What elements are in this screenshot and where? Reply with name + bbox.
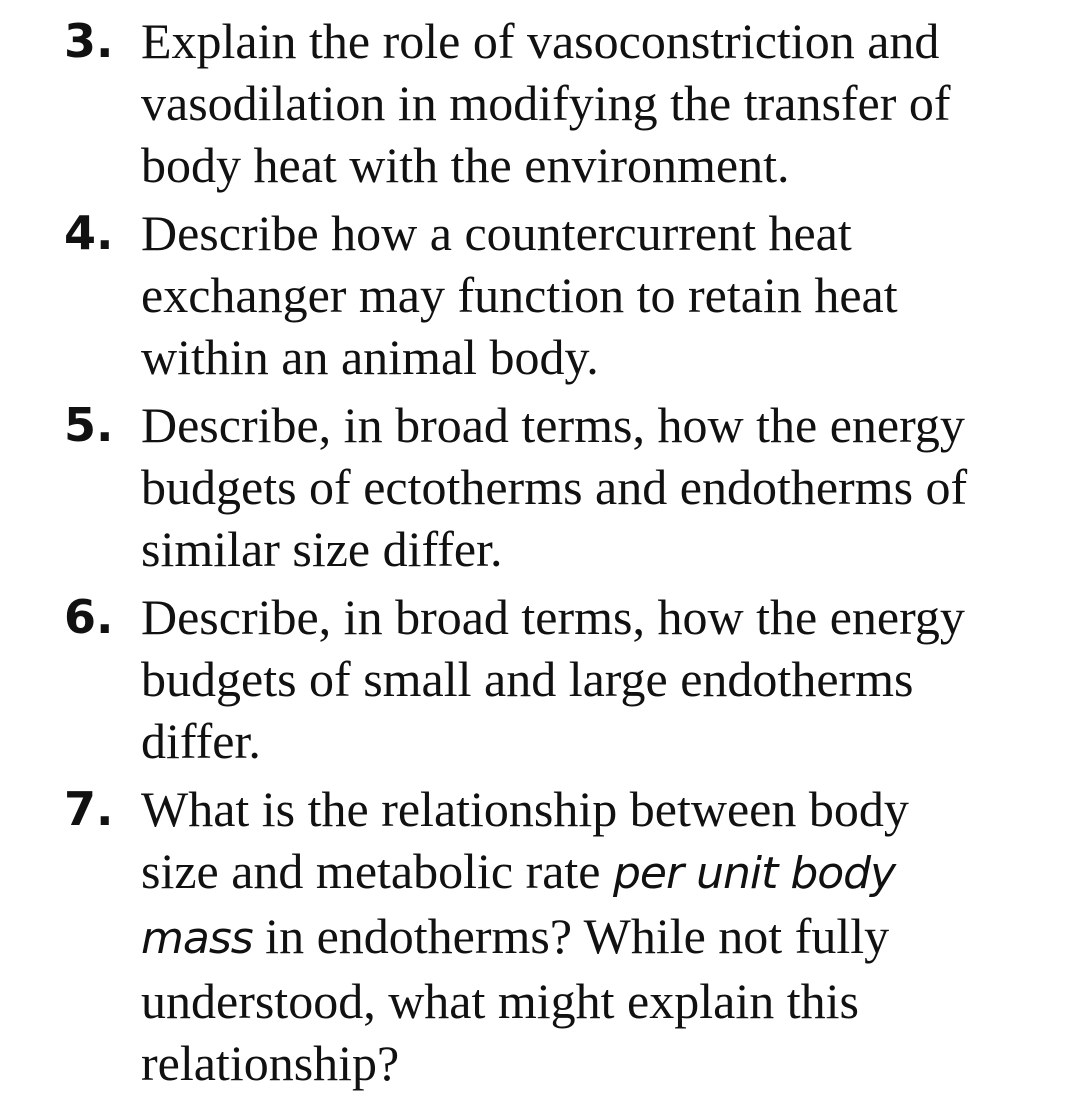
question-line: relationship? <box>141 1035 400 1091</box>
question-number: 4. <box>64 206 114 260</box>
question-line: body heat with the environment. <box>141 137 790 193</box>
question-line: Describe, in broad terms, how the energy <box>141 397 965 453</box>
question-text-segment: size and metabolic rate <box>141 843 613 899</box>
question-number: 3. <box>64 14 114 68</box>
question-3 <box>0 10 1080 196</box>
question-line: Explain the role of vasoconstriction and <box>141 13 940 69</box>
question-line: What is the relationship between body <box>141 781 909 837</box>
question-text <box>141 202 1021 388</box>
question-text <box>141 394 1021 580</box>
question-text <box>141 586 1021 772</box>
question-7 <box>0 778 1080 1094</box>
question-line: exchanger may function to retain heat <box>141 267 898 323</box>
question-line: similar size differ. <box>141 521 503 577</box>
question-line <box>141 840 1021 905</box>
question-5 <box>0 394 1080 580</box>
question-6 <box>0 586 1080 772</box>
question-line: Describe how a countercurrent heat <box>141 205 852 261</box>
question-number: 5. <box>64 398 114 452</box>
question-line: budgets of small and large endotherms <box>141 651 914 707</box>
question-line: within an animal body. <box>141 329 599 385</box>
question-line: understood, what might explain this <box>141 973 859 1029</box>
question-text <box>141 778 1021 1094</box>
question-number: 7. <box>64 782 114 836</box>
italic-emphasis: mass <box>141 913 253 964</box>
italic-emphasis: per unit body <box>613 848 896 899</box>
question-text <box>141 10 1021 196</box>
question-line: budgets of ectotherms and endotherms of <box>141 459 968 515</box>
question-line <box>141 905 1021 970</box>
question-line: vasodilation in modifying the transfer of <box>141 75 951 131</box>
question-number: 6. <box>64 590 114 644</box>
question-4 <box>0 202 1080 388</box>
question-text-segment: in endotherms? While not fully <box>252 908 890 964</box>
question-line: Describe, in broad terms, how the energy <box>141 589 965 645</box>
question-line: differ. <box>141 713 261 769</box>
question-list <box>0 10 1080 1100</box>
